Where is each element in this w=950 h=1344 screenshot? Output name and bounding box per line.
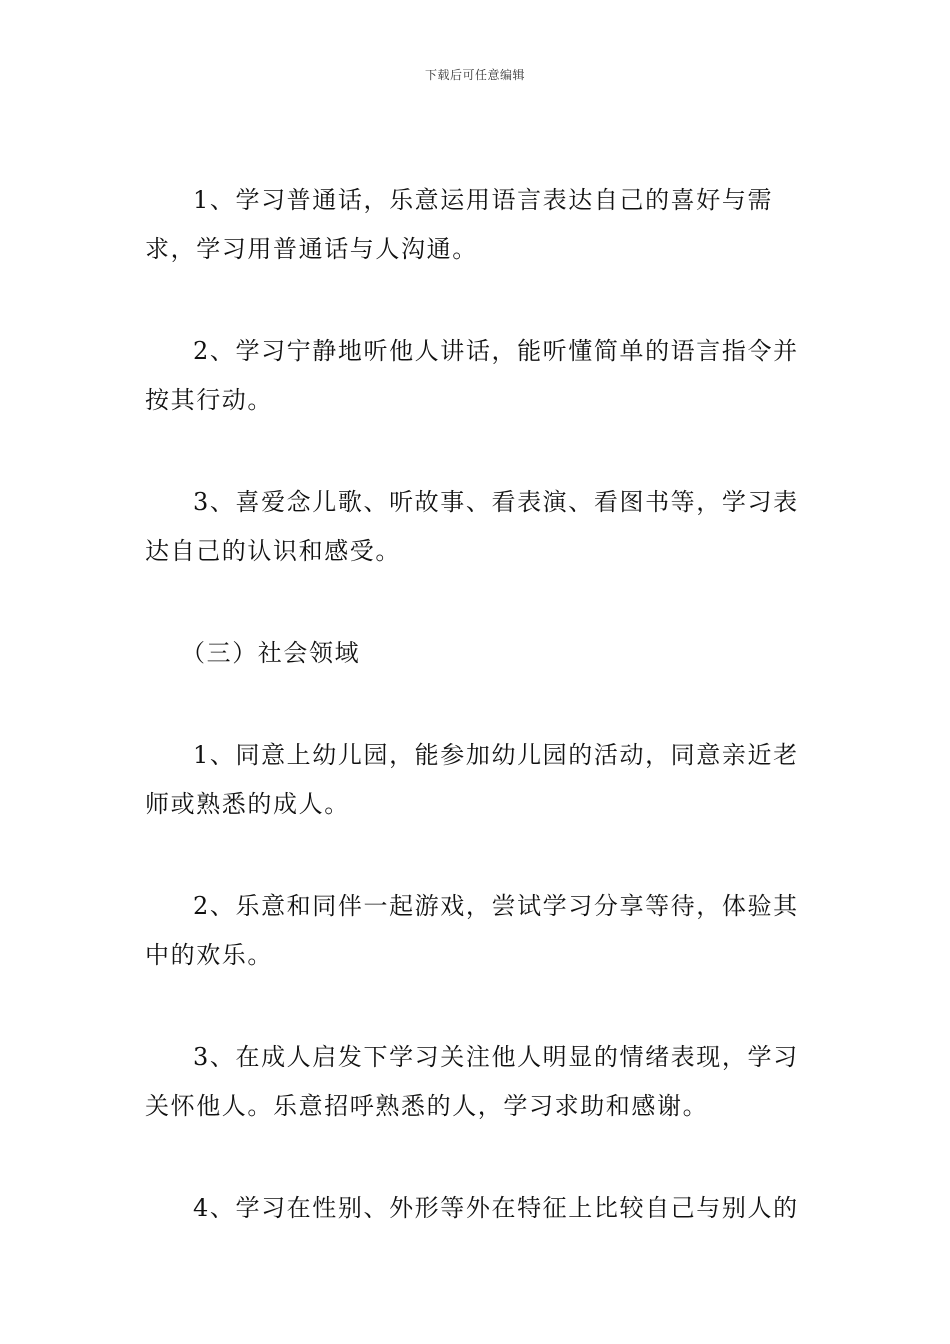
paragraph-social-1: 1、同意上幼儿园，能参加幼儿园的活动，同意亲近老师或熟悉的成人。 [145,741,799,818]
section-heading-social: （三）社会领域 [181,639,361,667]
paragraph-language-1: 1、学习普通话，乐意运用语言表达自己的喜好与需求，学习用普通话与人沟通。 [145,186,774,263]
paragraph-language-3: 3、喜爱念儿歌、听故事、看表演、看图书等，学习表达自己的认识和感受。 [145,488,799,565]
paragraph-language-2: 2、学习宁静地听他人讲话，能听懂简单的语言指令并按其行动。 [145,337,799,414]
document-body [145,176,815,1286]
page-header-note: 下载后可任意编辑 [424,68,525,82]
paragraph-social-3: 3、在成人启发下学习关注他人明显的情绪表现，学习关怀他人。乐意招呼熟悉的人，学习求助和感谢。 [145,1043,799,1120]
paragraph-social-4: 4、学习在性别、外形等外在特征上比较自己与别人的 [193,1194,799,1222]
paragraph-social-2: 2、乐意和同伴一起游戏，尝试学习分享等待，体验其中的欢乐。 [145,892,799,969]
